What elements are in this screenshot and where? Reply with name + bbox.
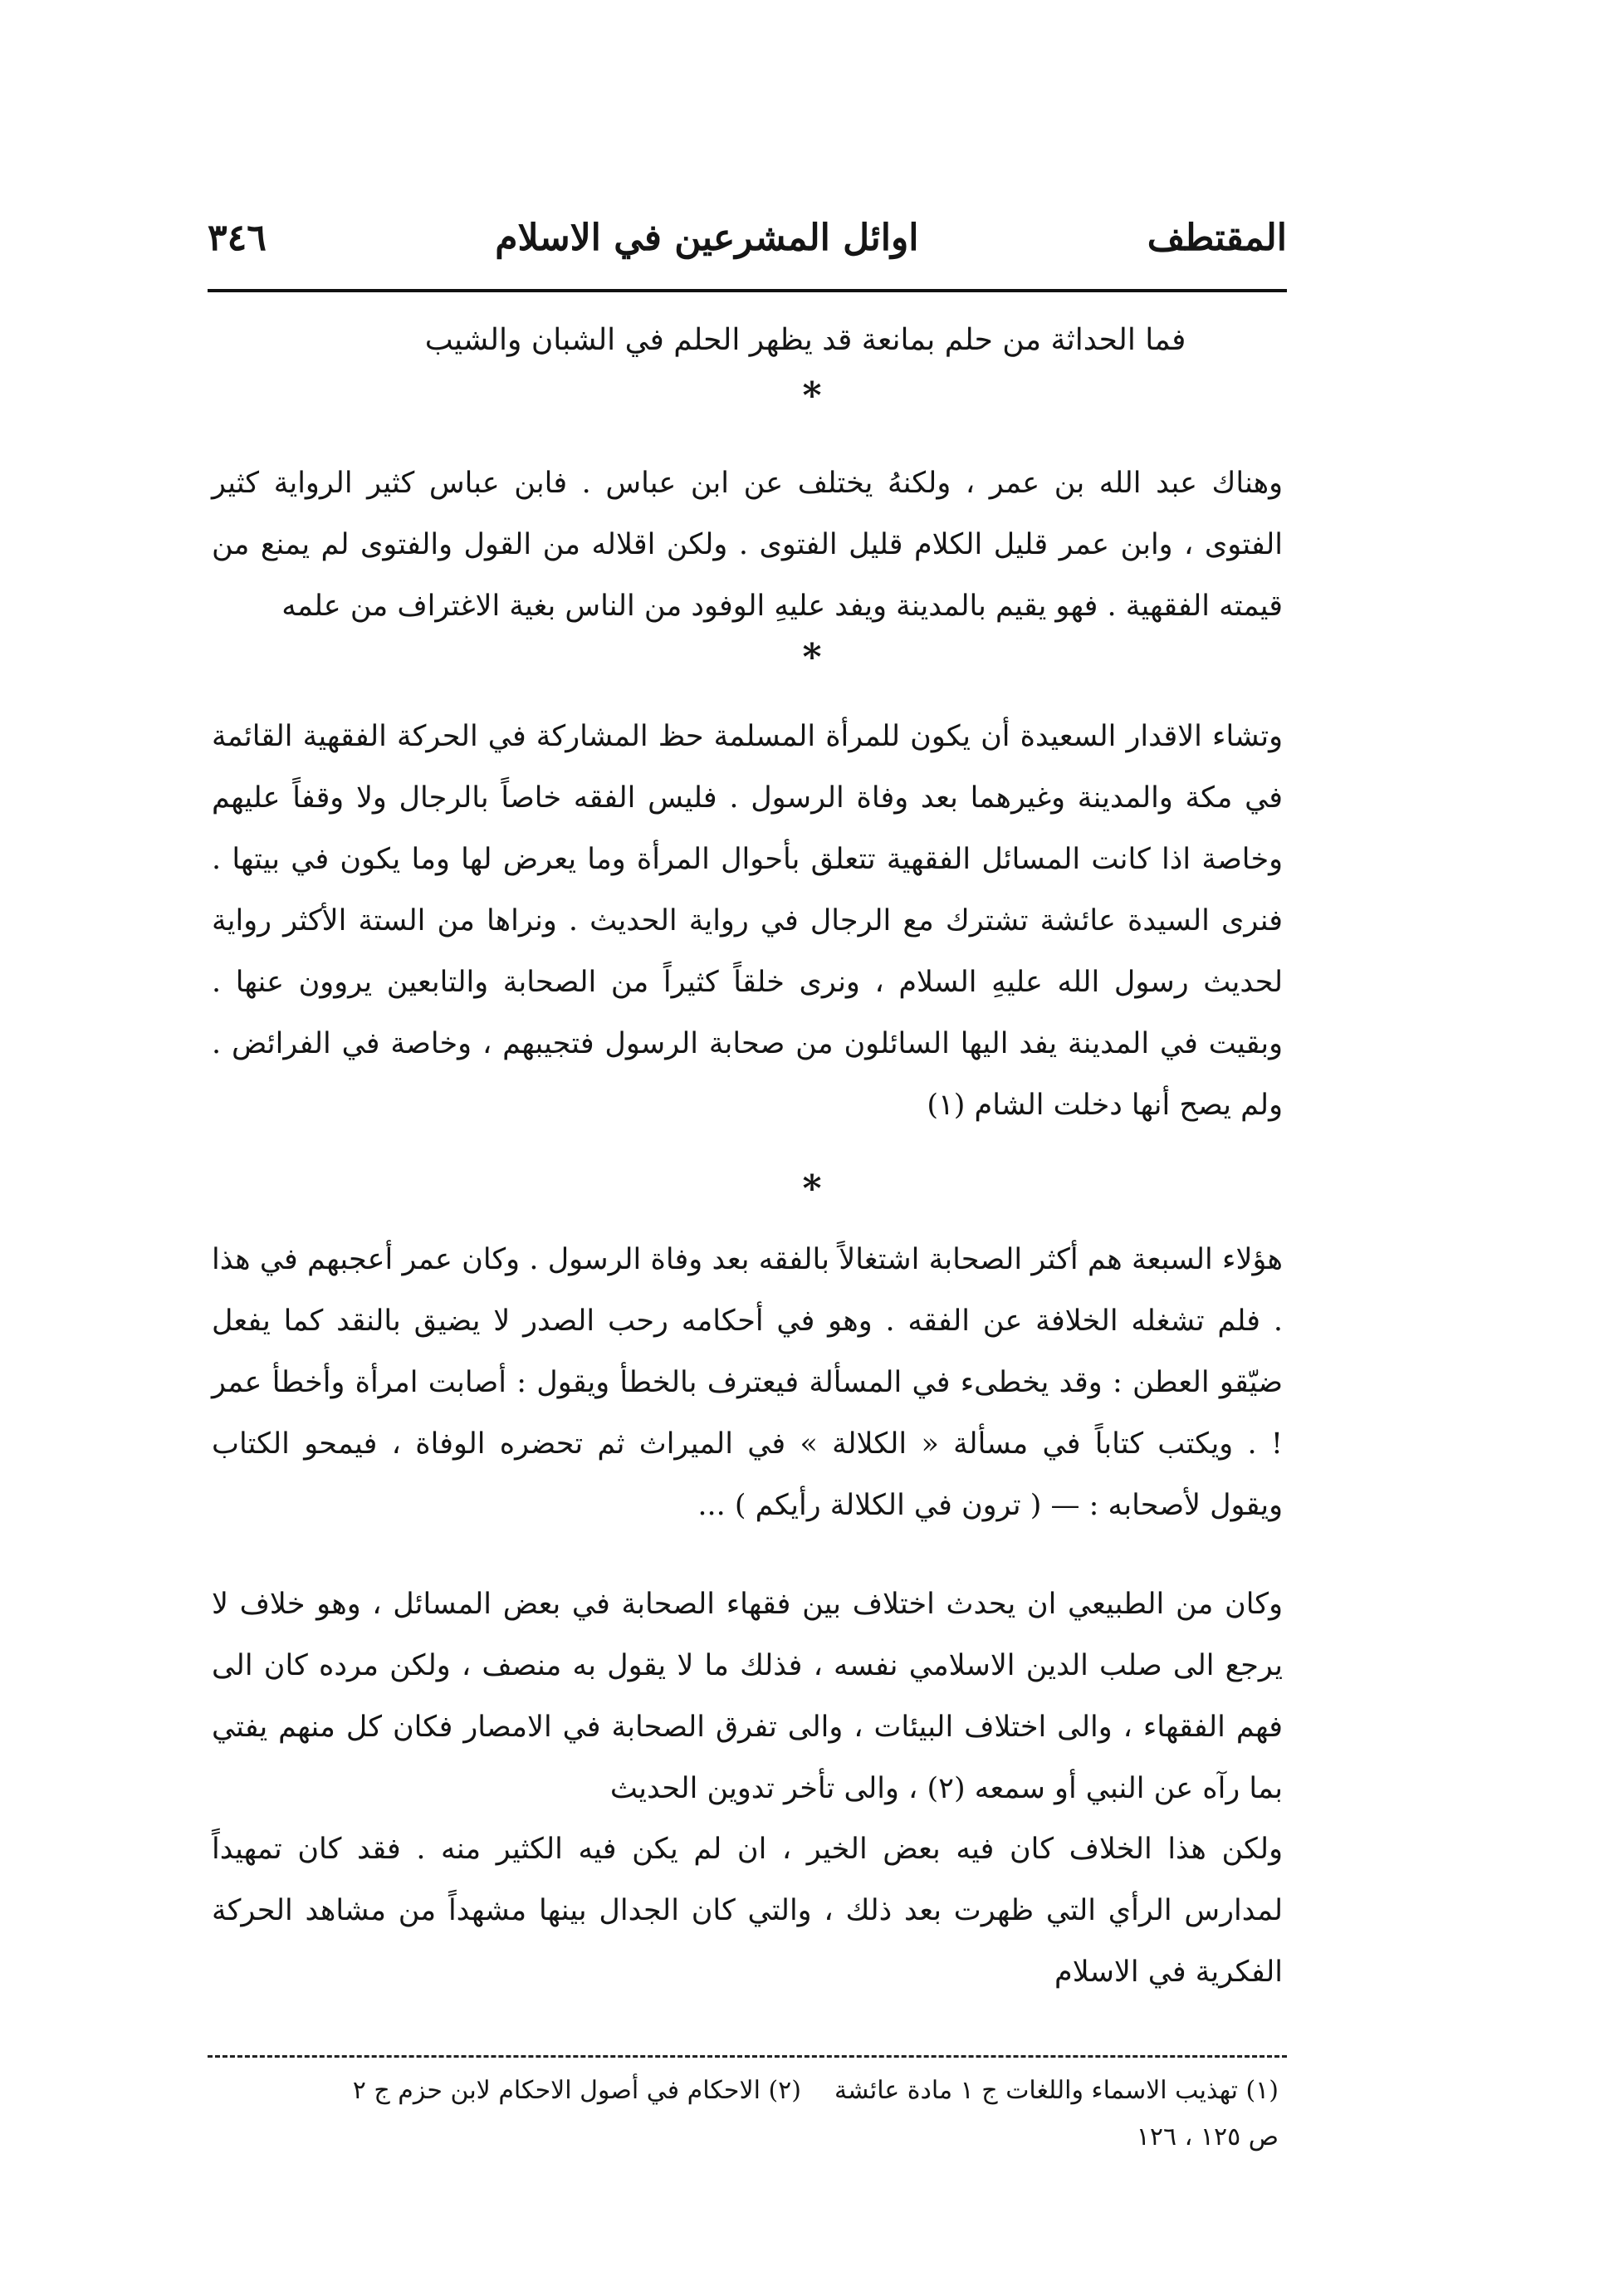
footnotes — [212, 2068, 1279, 2161]
footnote-rule — [208, 2055, 1287, 2058]
paragraph-schools — [212, 1819, 1283, 2003]
paragraph-aisha — [212, 706, 1283, 1136]
poetry-verse: فما الحداثة من حلم بمانعة قد يظهر الحلم في الشبان والشيب — [424, 323, 1186, 357]
page-number: ٣٤٦ — [208, 217, 267, 259]
journal-name: المقتطف — [1147, 217, 1287, 259]
paragraph-text: وكان من الطبيعي ان يحدث اختلاف بين فقهاء الصحابة في بعض المسائل ، وهو خلاف لا يرجع الى صلب الدين الاسلامي نفسه ، فذلك ما لا يقول به منصف ، ولكن مرده كان الى فهم الفقهاء ، والى اختلاف البيئات ، والى تفرق الصحابة في الامصار فكان كل منهم يفتي بما رآه عن النبي أو سمعه (٢) ، والى تأخر تدوين الحديث — [212, 1588, 1283, 1805]
paragraph-text: هؤلاء السبعة هم أكثر الصحابة اشتغالاً بالفقه بعد وفاة الرسول . وكان عمر أعجبهم في هذا . فلم تشغله الخلافة عن الفقه . وهو في أحكامه رحب الصدر لا يضيق بالنقد كما يفعل ضيّقو العطن : وقد يخطىء في المسألة فيعترف بالخطأ ويقول : أصابت امرأة وأخطأ عمر ! . ويكتب كتاباً في مسألة « الكلالة » في الميراث ثم تحضره الوفاة ، فيمحو الكتاب ويقول لأصحابه : — ( ترون في الكلالة رأيكم ) ... — [212, 1243, 1283, 1522]
page-header — [208, 193, 1287, 259]
paragraph-umar — [212, 1229, 1283, 1536]
section-separator-1: * — [802, 374, 822, 417]
footnote-2: (٢) الاحكام في أصول الاحكام لابن حزم ج ٢ — [352, 2076, 802, 2105]
paragraph-ibn-umar — [212, 453, 1283, 637]
paragraph-text: وتشاء الاقدار السعيدة أن يكون للمرأة المسلمة حظ المشاركة في الحركة الفقهية القائمة في مكة والمدينة وغيرهما بعد وفاة الرسول . فليس الفقه خاصاً بالرجال ولا وقفاً عليهم وخاصة اذا كانت المسائل الفقهية تتعلق بأحوال المرأة وما يعرض لها وما يكون في بيتها . فنرى السيدة عائشة تشترك مع الرجال في رواية الحديث . ونراها من الستة الأكثر رواية لحديث رسول الله عليهِ السلام ، ونرى خلقاً كثيراً من الصحابة والتابعين يروون عنها . وبقيت في المدينة يفد اليها السائلون من صحابة الرسول فتجيبهم ، وخاصة في الفرائض . ولم يصح أنها دخلت الشام (١) — [212, 720, 1283, 1122]
paragraph-text: ولكن هذا الخلاف كان فيه بعض الخير ، ان لم يكن فيه الكثير منه . فقد كان تمهيداً لمدارس الرأي التي ظهرت بعد ذلك ، والتي كان الجدال بينها مشهداً من مشاهد الحركة الفكرية في الاسلام — [212, 1833, 1283, 1989]
section-separator-3: * — [802, 1168, 822, 1210]
paragraph-disagreement — [212, 1574, 1283, 1819]
section-separator-2: * — [802, 636, 822, 678]
footnote-line-2 — [212, 2114, 1279, 2161]
paragraph-text: وهناك عبد الله بن عمر ، ولكنهُ يختلف عن ابن عباس . فابن عباس كثير الرواية كثير الفتوى ، وابن عمر قليل الكلام قليل الفتوى . ولكن اقلاله من القول والفتوى لم يمنع من قيمته الفقهية . فهو يقيم بالمدينة ويفد عليهِ الوفود من الناس بغية الاغتراف من علمه — [212, 467, 1283, 623]
running-title: اوائل المشرعين في الاسلام — [495, 217, 919, 259]
footnote-1: (١) تهذيب الاسماء واللغات ج ١ مادة عائشة — [834, 2076, 1279, 2105]
footnote-2-continuation: ص ١٢٥ ، ١٢٦ — [1136, 2122, 1279, 2151]
footnote-line-1 — [212, 2068, 1279, 2114]
header-rule — [208, 289, 1287, 292]
